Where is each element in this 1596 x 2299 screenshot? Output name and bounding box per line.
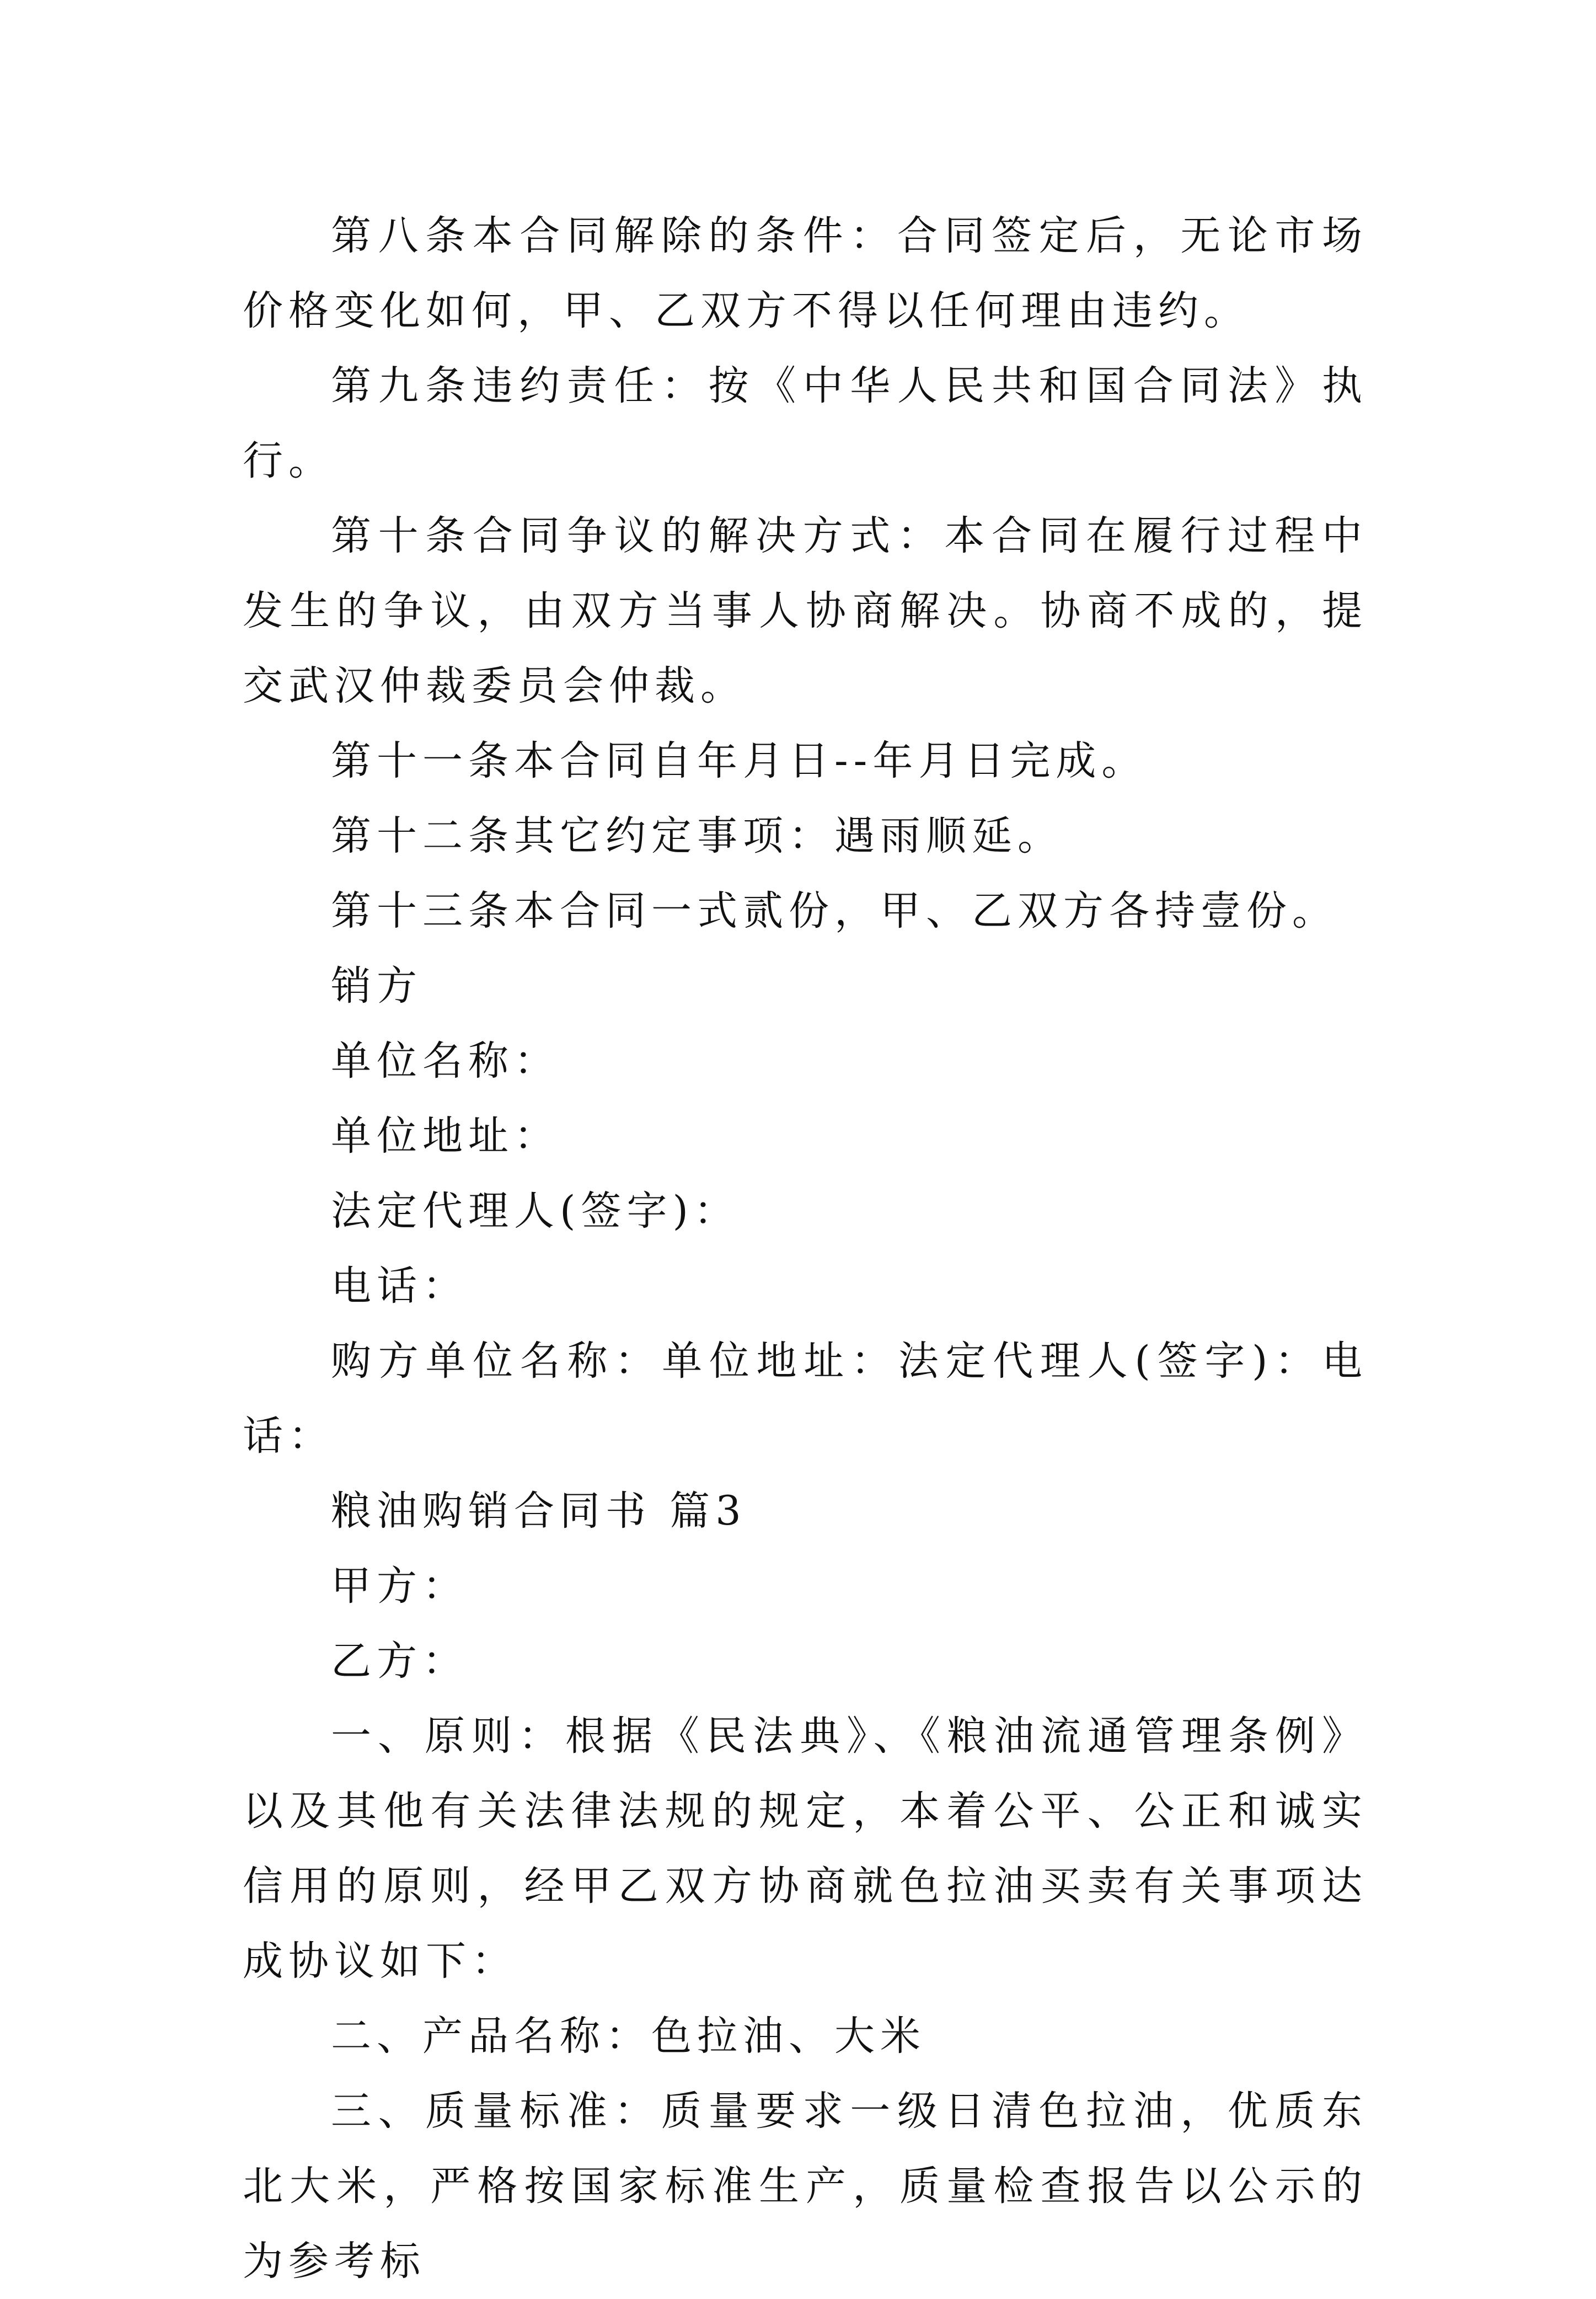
section-title-contract-3: 粮油购销合同书 篇3 — [331, 1488, 747, 1535]
seller-phone: 电话： — [331, 1263, 468, 1309]
paragraph-article-9: 第九条违约责任：按《中华人民共和国合同法》执行。 — [243, 362, 1368, 484]
party-b-label: 乙方： — [331, 1638, 468, 1685]
paragraph-article-13: 第十三条本合同一式贰份，甲、乙双方各持壹份。 — [331, 887, 1338, 934]
paragraph-article-12: 第十二条其它约定事项：遇雨顺延。 — [331, 812, 1063, 859]
paragraph-article-11: 第十一条本合同自年月日--年月日完成。 — [331, 737, 1148, 784]
paragraph-quality-standard: 三、质量标准：质量要求一级日清色拉油，优质东北大米，严格按国家标准生产，质量检查报告以公示的为参考标 — [243, 2088, 1368, 2285]
party-a-label: 甲方： — [331, 1563, 468, 1610]
seller-legal-representative: 法定代理人(签字)： — [331, 1188, 740, 1234]
paragraph-article-10: 第十条合同争议的解决方式：本合同在履行过程中发生的争议，由双方当事人协商解决。协商不成的，提交武汉仲裁委员会仲裁。 — [243, 512, 1368, 709]
paragraph-principle: 一、原则：根据《民法典》、《粮油流通管理条例》以及其他有关法律法规的规定，本着公平、公正和诚实信用的原则，经甲乙双方协商就色拉油买卖有关事项达成协议如下： — [243, 1713, 1368, 1985]
buyer-info-line: 购方单位名称：单位地址：法定代理人(签字)：电话： — [243, 1338, 1368, 1459]
seller-heading: 销方 — [331, 963, 422, 1009]
document-body — [243, 199, 1368, 2299]
seller-unit-name: 单位名称： — [331, 1038, 560, 1084]
seller-unit-address: 单位地址： — [331, 1113, 560, 1159]
paragraph-article-8: 第八条本合同解除的条件：合同签定后，无论市场价格变化如何，甲、乙双方不得以任何理由违约。 — [243, 212, 1368, 334]
paragraph-product-name: 二、产品名称：色拉油、大米 — [331, 2013, 926, 2060]
